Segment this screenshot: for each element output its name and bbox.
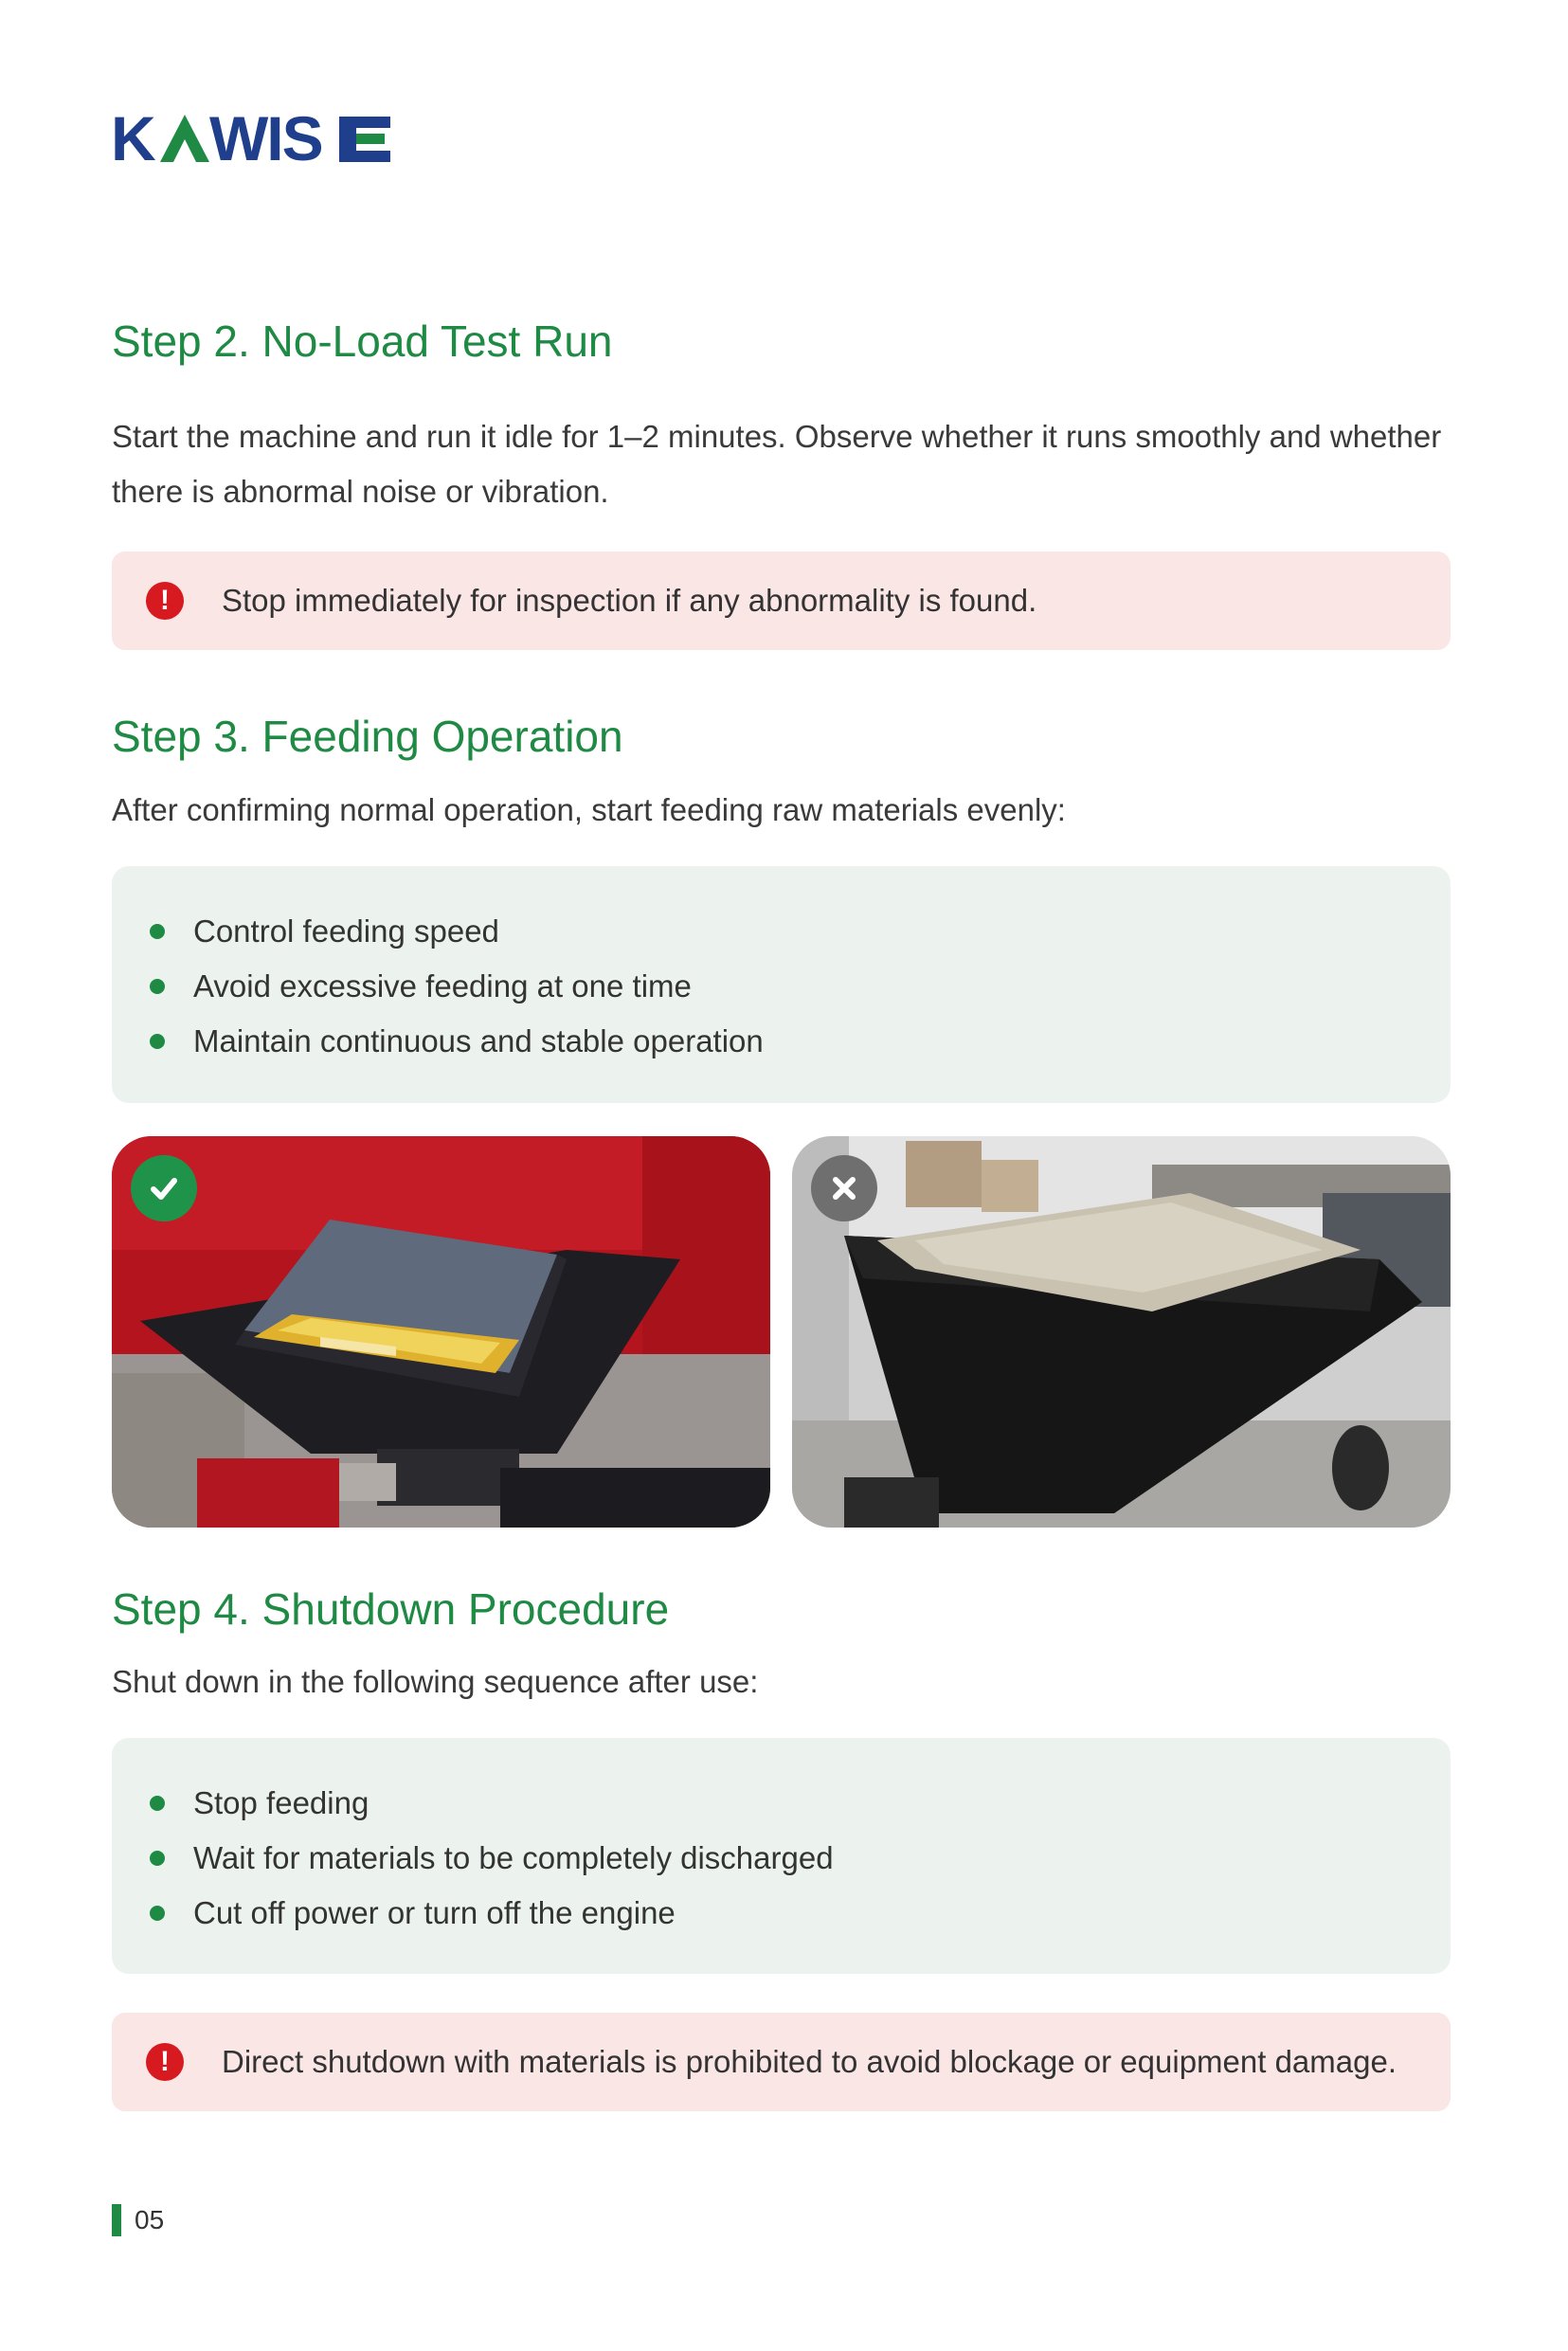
step3-body: After confirming normal operation, start feeding raw materials evenly: [112,792,1066,827]
bullet-icon [150,1796,165,1811]
list-item: Maintain continuous and stable operation [150,1014,1451,1069]
step4-body: Shut down in the following sequence after use: [112,1664,759,1699]
list-item: Cut off power or turn off the engine [150,1886,1451,1941]
bullet-icon [150,924,165,939]
svg-text:WIS: WIS [209,109,322,166]
list-item: Stop feeding [150,1776,1451,1831]
page-marker [112,2204,121,2236]
exclamation-icon: ! [146,2043,184,2081]
bullet-icon [150,1851,165,1866]
list-item: Control feeding speed [150,904,1451,959]
page-number [112,2204,164,2236]
page-number-text: 05 [135,2205,165,2234]
step2-title: Step 2. No-Load Test Run [112,316,613,366]
bullet-icon [150,1034,165,1049]
bullet-icon [150,979,165,994]
kawise-logo [111,109,395,166]
step3-title: Step 3. Feeding Operation [112,712,623,761]
step2-alert [112,552,1451,650]
step4-bullet-box [112,1738,1451,1974]
list-item: Wait for materials to be completely discharged [150,1831,1451,1886]
step2-alert-text: Stop immediately for inspection if any abnormality is found. [222,583,1037,618]
step4-alert [112,2013,1451,2111]
step4-alert-text: Direct shutdown with materials is prohibited to avoid blockage or equipment damage. [222,2044,1397,2079]
bullet-icon [150,1906,165,1921]
incorrect-feeding-photo [792,1136,1451,1528]
step3-bullet-box [112,866,1451,1103]
step4-bullet-list [150,1776,1451,1941]
correct-feeding-photo [112,1136,770,1528]
exclamation-icon: ! [146,582,184,620]
step3-bullet-list [150,904,1451,1069]
checkmark-icon [131,1155,197,1221]
svg-text:K: K [111,109,154,166]
cross-icon [811,1155,877,1221]
step2-body: Start the machine and run it idle for 1–2 minutes. Observe whether it runs smoothly and whether there is abnormal noise or vibration. [112,419,1442,509]
list-item: Avoid excessive feeding at one time [150,959,1451,1014]
step4-title: Step 4. Shutdown Procedure [112,1584,670,1634]
